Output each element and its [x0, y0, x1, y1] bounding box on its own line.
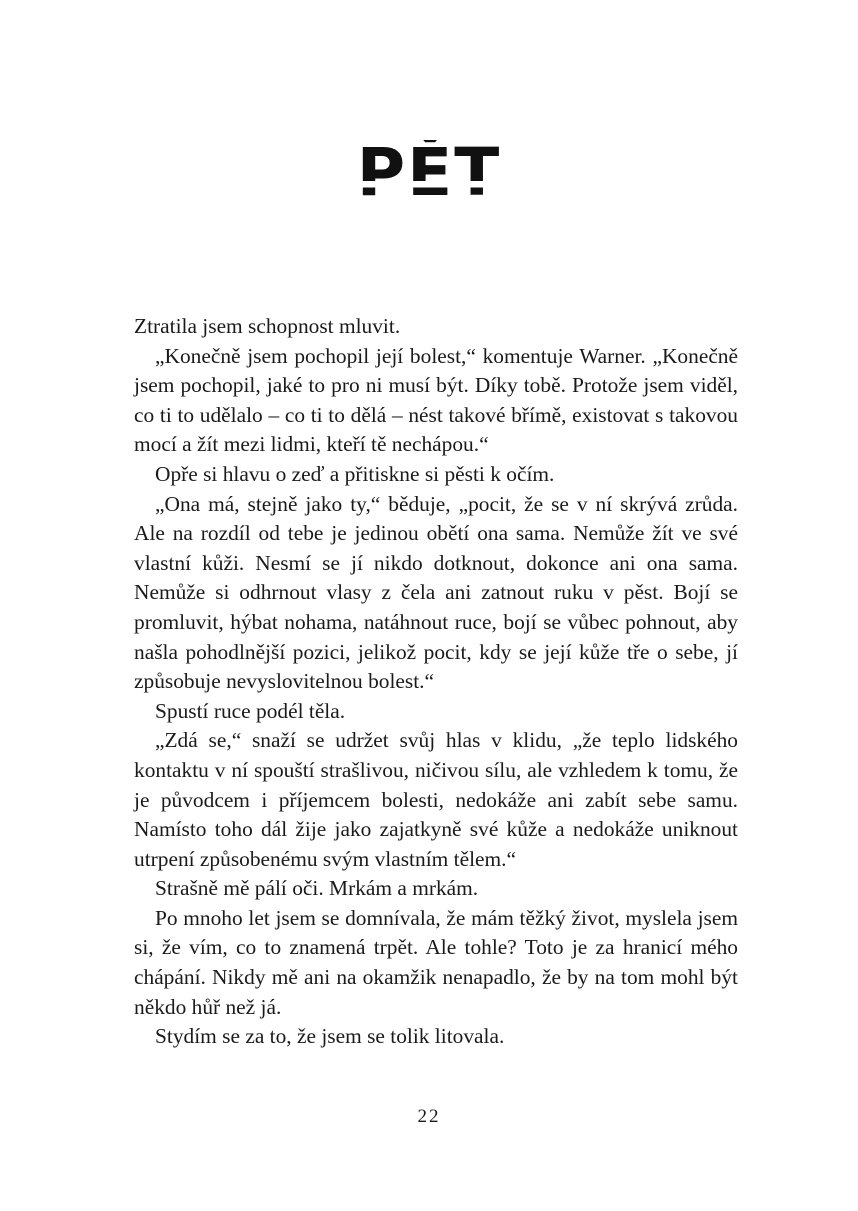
paragraph: „Zdá se,“ snaží se udržet svůj hlas v klidu, „že teplo lidského kontaktu v ní spouští strašlivou, ničivou sílu, ale vzhledem k tomu, že je původcem i příjemcem bolesti, nedokáže ani zabít sebe samu. Namísto toho dál žije jako zajatkyně své kůže a nedokáže uniknout utrpení způsobenému svým vlastním tělem.“	[134, 728, 738, 871]
paragraph: Po mnoho let jsem se domnívala, že mám těžký život, myslela jsem si, že vím, co to znamená trpět. Ale tohle? Toto je za hranicí mého chápání. Nikdy mě ani na okamžik nenapadlo, že by na tom mohl být někdo hůř než já.	[134, 905, 738, 1019]
paragraph: Stydím se za to, že jsem se tolik litovala.	[155, 1024, 505, 1049]
paragraph: Spustí ruce podél těla.	[155, 698, 346, 723]
chapter-body-text	[134, 312, 738, 1052]
paragraph: Ztratila jsem schopnost mluvit.	[134, 314, 401, 338]
page-number: 22	[417, 1106, 441, 1127]
chapter-title: PĚT	[0, 140, 858, 206]
paragraph: Strašně mě pálí oči. Mrkám a mrkám.	[155, 876, 479, 901]
paragraph: „Konečně jsem pochopil její bolest,“ komentuje Warner. „Konečně jsem pochopil, jaké to pro ni musí být. Díky tobě. Protože jsem viděl, co ti to udělalo – co ti to dělá – nést takové břímě, existovat s takovou mocí a žít mezi lidmi, kteří tě nechápou.“	[134, 343, 738, 457]
paragraph: „Ona má, stejně jako ty,“ běduje, „pocit, že se v ní skrývá zrůda. Ale na rozdíl od tebe je jedinou obětí ona sama. Nemůže žít ve své vlastní kůži. Nesmí se jí nikdo dotknout, dokonce ani ona sama. Nemůže si odhrnout vlasy z čela ani zatnout ruku v pěst. Bojí se promluvit, hýbat nohama, natáhnout ruce, bojí se vůbec pohnout, aby našla pohodlnější pozici, jelikož pocit, kdy se její kůže tře o sebe, jí způsobuje nevyslovitelnou bolest.“	[134, 491, 738, 694]
paragraph: Opře si hlavu o zeď a přitiskne si pěsti k očím.	[155, 461, 555, 486]
